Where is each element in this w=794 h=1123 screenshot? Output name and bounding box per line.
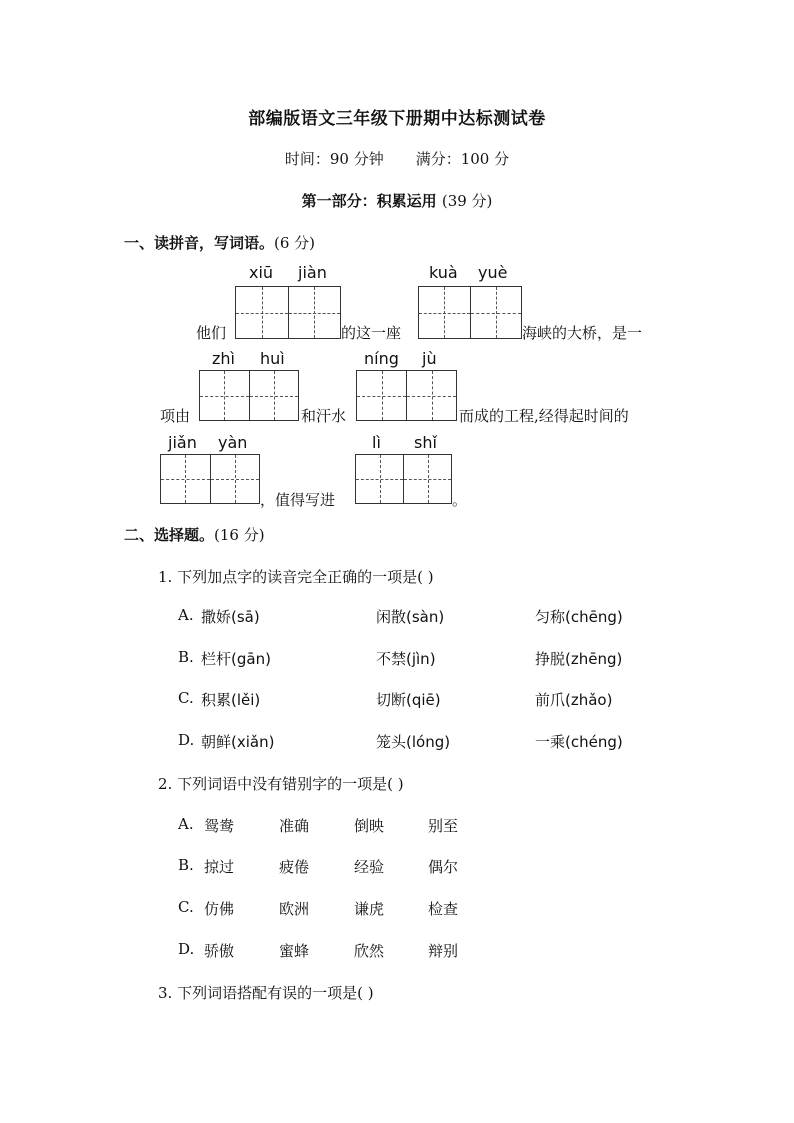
grid-cell[interactable] — [471, 287, 522, 338]
grid-cell[interactable] — [357, 371, 407, 420]
option-letter: D. — [178, 940, 195, 958]
question-3-stem: 3. 下列词语搭配有误的一项是( ) — [158, 984, 374, 1002]
option-item: 挣脱(zhēng) — [535, 650, 623, 668]
option-letter: B. — [178, 856, 194, 874]
grid-cell[interactable] — [419, 287, 471, 338]
section2-score: (16 分) — [214, 526, 265, 544]
option-item: 检查 — [428, 900, 459, 918]
option-item: 朝鲜(xiǎn) — [201, 733, 275, 751]
option-item: 谦虎 — [354, 900, 385, 918]
section1-heading — [124, 232, 315, 253]
option-item: 经验 — [354, 858, 385, 876]
grid-cell[interactable] — [289, 287, 341, 338]
option-letter: B. — [178, 648, 194, 666]
sentence-part-3: 海峡的大桥，是一 — [522, 324, 643, 342]
answer-grid-lishi[interactable] — [355, 454, 452, 504]
grid-cell[interactable] — [250, 371, 299, 420]
pinyin-jian2: jiǎn — [168, 433, 197, 452]
option-item: 偶尔 — [428, 858, 459, 876]
part-score: (39 分) — [441, 192, 493, 210]
section2-title: 二、选择题。 — [124, 526, 215, 544]
pinyin-zhi: zhì — [212, 349, 235, 368]
pinyin-hui: huì — [260, 349, 285, 368]
sentence-part-5: 和汗水 — [301, 407, 347, 425]
answer-grid-jianyan[interactable] — [160, 454, 260, 504]
grid-cell[interactable] — [407, 371, 456, 420]
pinyin-kua: kuà — [429, 263, 458, 282]
option-item: 辩别 — [428, 942, 459, 960]
option-item: 匀称(chēng) — [535, 608, 623, 626]
pinyin-yan: yàn — [218, 433, 248, 452]
grid-cell[interactable] — [200, 371, 250, 420]
option-letter: C. — [178, 898, 194, 916]
option-item: 骄傲 — [204, 942, 235, 960]
pinyin-ning: níng — [364, 349, 399, 368]
option-item: 切断(qiē) — [376, 691, 441, 709]
option-item: 仿佛 — [204, 900, 235, 918]
option-item: 鸳鸯 — [204, 817, 235, 835]
sentence-part-7: ，值得写进 — [260, 491, 336, 509]
option-item: 疲倦 — [279, 858, 310, 876]
question-1-stem: 1. 下列加点字的读音完全正确的一项是( ) — [158, 568, 434, 586]
option-letter: D. — [178, 731, 195, 749]
sentence-part-4: 项由 — [160, 407, 191, 425]
option-item: 掠过 — [204, 858, 235, 876]
option-item: 倒映 — [354, 817, 385, 835]
section1-score: (6 分) — [274, 234, 316, 252]
sentence-part-6: 而成的工程,经得起时间的 — [459, 407, 629, 425]
grid-cell[interactable] — [404, 455, 451, 503]
part-heading — [0, 190, 794, 211]
option-letter: A. — [178, 815, 194, 833]
option-item: 撒娇(sā) — [201, 608, 260, 626]
full-score: 满分：100 分 — [415, 150, 510, 168]
sentence-part-1: 他们 — [196, 324, 227, 342]
answer-grid-ningju[interactable] — [356, 370, 457, 421]
grid-cell[interactable] — [356, 455, 404, 503]
answer-grid-xiujian[interactable] — [235, 286, 341, 339]
option-item: 栏杆(gān) — [201, 650, 271, 668]
answer-grid-zhihui[interactable] — [199, 370, 299, 421]
pinyin-yue: yuè — [478, 263, 508, 282]
sentence-part-2: 的这一座 — [341, 324, 402, 342]
option-letter: A. — [178, 606, 194, 624]
pinyin-xiu: xiū — [249, 263, 274, 282]
section1-title: 一、读拼音，写词语。 — [124, 234, 275, 252]
option-item: 欧洲 — [279, 900, 310, 918]
option-item: 不禁(jìn) — [376, 650, 436, 668]
option-item: 闲散(sàn) — [376, 608, 445, 626]
option-letter: C. — [178, 689, 194, 707]
part-label: 第一部分：积累运用 — [301, 192, 437, 210]
grid-cell[interactable] — [211, 455, 260, 503]
pinyin-shi: shǐ — [414, 433, 437, 452]
question-2-stem: 2. 下列词语中没有错别字的一项是( ) — [158, 775, 404, 793]
answer-grid-kuayue[interactable] — [418, 286, 522, 339]
section2-heading — [124, 524, 265, 545]
option-item: 蜜蜂 — [279, 942, 310, 960]
time-limit: 时间：90 分钟 — [284, 150, 384, 168]
pinyin-jian: jiàn — [298, 263, 327, 282]
option-item: 笼头(lóng) — [376, 733, 451, 751]
grid-cell[interactable] — [236, 287, 289, 338]
option-item: 别至 — [428, 817, 459, 835]
pinyin-li: lì — [372, 433, 381, 452]
option-item: 积累(lěi) — [201, 691, 261, 709]
option-item: 准确 — [279, 817, 310, 835]
grid-cell[interactable] — [161, 455, 211, 503]
sentence-part-8: 。 — [452, 491, 468, 509]
exam-meta — [0, 148, 794, 169]
pinyin-ju: jù — [422, 349, 437, 368]
option-item: 一乘(chéng) — [535, 733, 623, 751]
option-item: 欣然 — [354, 942, 385, 960]
page-title: 部编版语文三年级下册期中达标测试卷 — [248, 109, 546, 129]
option-item: 前爪(zhǎo) — [535, 691, 613, 709]
